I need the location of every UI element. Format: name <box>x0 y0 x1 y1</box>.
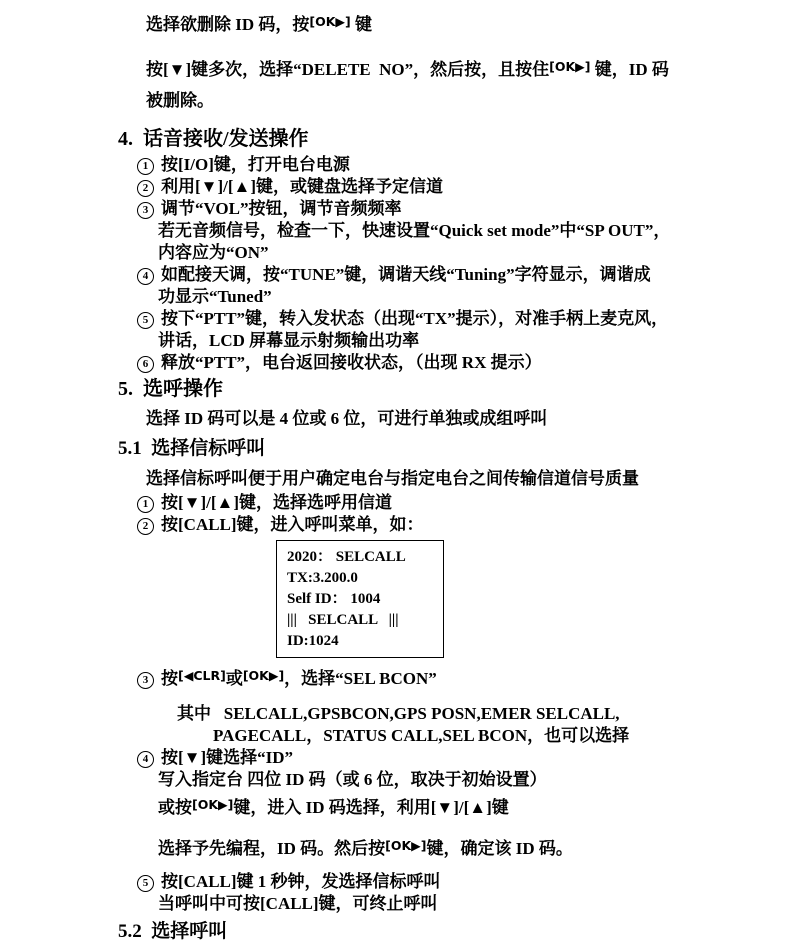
numbered-step <box>137 492 796 514</box>
circled-number: 4 <box>137 751 154 768</box>
circled-number: 5 <box>137 875 154 892</box>
text-segment: 被删除。 <box>146 91 214 110</box>
circled-number: 3 <box>137 202 154 219</box>
text-line <box>158 838 796 861</box>
text-segment: 释放“PTT”，电台返回接收状态，（出现 RX 提示） <box>161 353 542 372</box>
text-segment: PAGECALL，STATUS CALL,SEL BCON，也可以选择 <box>213 726 630 745</box>
text-line <box>158 797 796 820</box>
circled-number: 1 <box>137 158 154 175</box>
text-segment: 内容应为“ON” <box>158 243 269 262</box>
text-segment: 讲话，LCD 屏幕显示射频输出功率 <box>158 331 420 350</box>
text-segment: 按[I/O]键，打开电台电源 <box>161 155 350 174</box>
lcd-line: TX:3.200.0 <box>287 570 358 586</box>
text-line <box>146 12 796 39</box>
text-segment: 按[CALL]键 1 秒钟，发选择信标呼叫 <box>161 872 441 891</box>
text-segment: 5.1 选择信标呼叫 <box>118 438 266 459</box>
text-line <box>158 893 796 915</box>
text-segment: 或按 <box>158 798 192 817</box>
text-segment: 或 <box>225 669 243 688</box>
text-segment: 其中 SELCALL,GPSBCON,GPS POSN,EMER SELCALL, <box>177 704 620 723</box>
text-segment: 按 <box>161 669 178 688</box>
subsection-heading <box>118 917 796 942</box>
numbered-step <box>137 514 796 536</box>
text-line <box>158 769 796 791</box>
numbered-step <box>137 264 796 286</box>
text-segment: 功显示“Tuned” <box>158 287 272 306</box>
numbered-step <box>137 198 796 220</box>
lcd-line: ID:1024 <box>287 633 339 649</box>
text-line <box>158 330 796 352</box>
circled-number: 2 <box>137 518 154 535</box>
text-segment: 选择 ID 码可以是 4 位或 6 位，可进行单独或成组呼叫 <box>146 409 548 428</box>
circled-number: 4 <box>137 268 154 285</box>
numbered-step <box>137 747 796 769</box>
text-segment: 按[CALL]键，进入呼叫菜单，如： <box>161 515 424 534</box>
text-segment: 键，进入 ID 码选择，利用[▼]/[▲]键 <box>233 798 509 817</box>
numbered-step <box>137 871 796 893</box>
section-heading <box>118 374 796 404</box>
subsection-heading <box>118 434 796 464</box>
text-segment: 当呼叫中可按[CALL]键，可终止呼叫 <box>158 894 438 913</box>
text-line <box>146 466 796 492</box>
text-line <box>146 57 796 84</box>
text-segment: 5. 选呼操作 <box>118 378 223 400</box>
key-notation: [OK▶] <box>242 668 285 683</box>
lcd-line: 2020： SELCALL <box>287 549 406 565</box>
circled-number: 2 <box>137 180 154 197</box>
numbered-step <box>137 308 796 330</box>
text-line <box>146 406 796 432</box>
key-notation: [◀CLR] <box>178 668 226 683</box>
key-notation: [OK▶] <box>385 838 427 853</box>
circled-number: 1 <box>137 496 154 513</box>
text-segment: 写入指定台 四位 ID 码（或 6 位，取决于初始设置） <box>158 770 547 789</box>
text-segment: 利用[▼]/[▲]键，或键盘选择予定信道 <box>161 177 444 196</box>
circled-number: 6 <box>137 356 154 373</box>
text-segment: 键，ID 码 <box>590 60 669 79</box>
text-segment: 按[▼]键多次，选择“DELETE NO”，然后按，且按住 <box>146 60 550 79</box>
text-segment: 选择信标呼叫便于用户确定电台与指定电台之间传输信道信号质量 <box>146 469 639 488</box>
text-line <box>177 703 796 725</box>
section-heading <box>118 124 796 154</box>
text-segment: 5.2 选择呼叫 <box>118 921 228 942</box>
circled-number: 3 <box>137 672 154 689</box>
text-line <box>158 242 796 264</box>
text-line <box>213 725 796 747</box>
numbered-step <box>137 176 796 198</box>
numbered-step <box>137 154 796 176</box>
text-segment: 选择欲删除 ID 码，按 <box>146 15 310 34</box>
text-segment: 4. 话音接收/发送操作 <box>118 128 309 150</box>
key-notation: [OK▶] <box>309 14 351 29</box>
text-segment: 按下“PTT”键，转入发状态（出现“TX”提示），对准手柄上麦克风， <box>161 309 669 328</box>
document-body <box>0 12 796 942</box>
text-segment: 键 <box>350 15 373 34</box>
text-segment: 键，确定该 ID 码。 <box>426 839 573 858</box>
numbered-step <box>137 668 796 691</box>
numbered-step <box>137 352 796 374</box>
text-segment: 按[▼]键选择“ID” <box>161 748 294 767</box>
key-notation: [OK▶] <box>192 797 234 812</box>
text-segment: 若无音频信号，检查一下，快速设置“Quick set mode”中“SP OUT”， <box>158 221 671 240</box>
text-segment: 选择予先编程，ID 码。然后按 <box>158 839 386 858</box>
text-segment: 如配接天调，按“TUNE”键，调谐天线“Tuning”字符显示，调谐成 <box>161 265 651 284</box>
lcd-line: ||| SELCALL ||| <box>287 612 399 628</box>
text-line <box>146 88 796 114</box>
text-line <box>158 286 796 308</box>
text-segment: 调节“VOL”按钮，调节音频频率 <box>161 199 402 218</box>
text-line <box>158 220 796 242</box>
text-segment: 按[▼]/[▲]键，选择选呼用信道 <box>161 493 393 512</box>
circled-number: 5 <box>137 312 154 329</box>
lcd-display-box <box>276 540 444 658</box>
key-notation: [OK▶] <box>549 59 591 74</box>
text-segment: ，选择“SEL BCON” <box>284 669 437 688</box>
lcd-line: Self ID： 1004 <box>287 591 381 607</box>
